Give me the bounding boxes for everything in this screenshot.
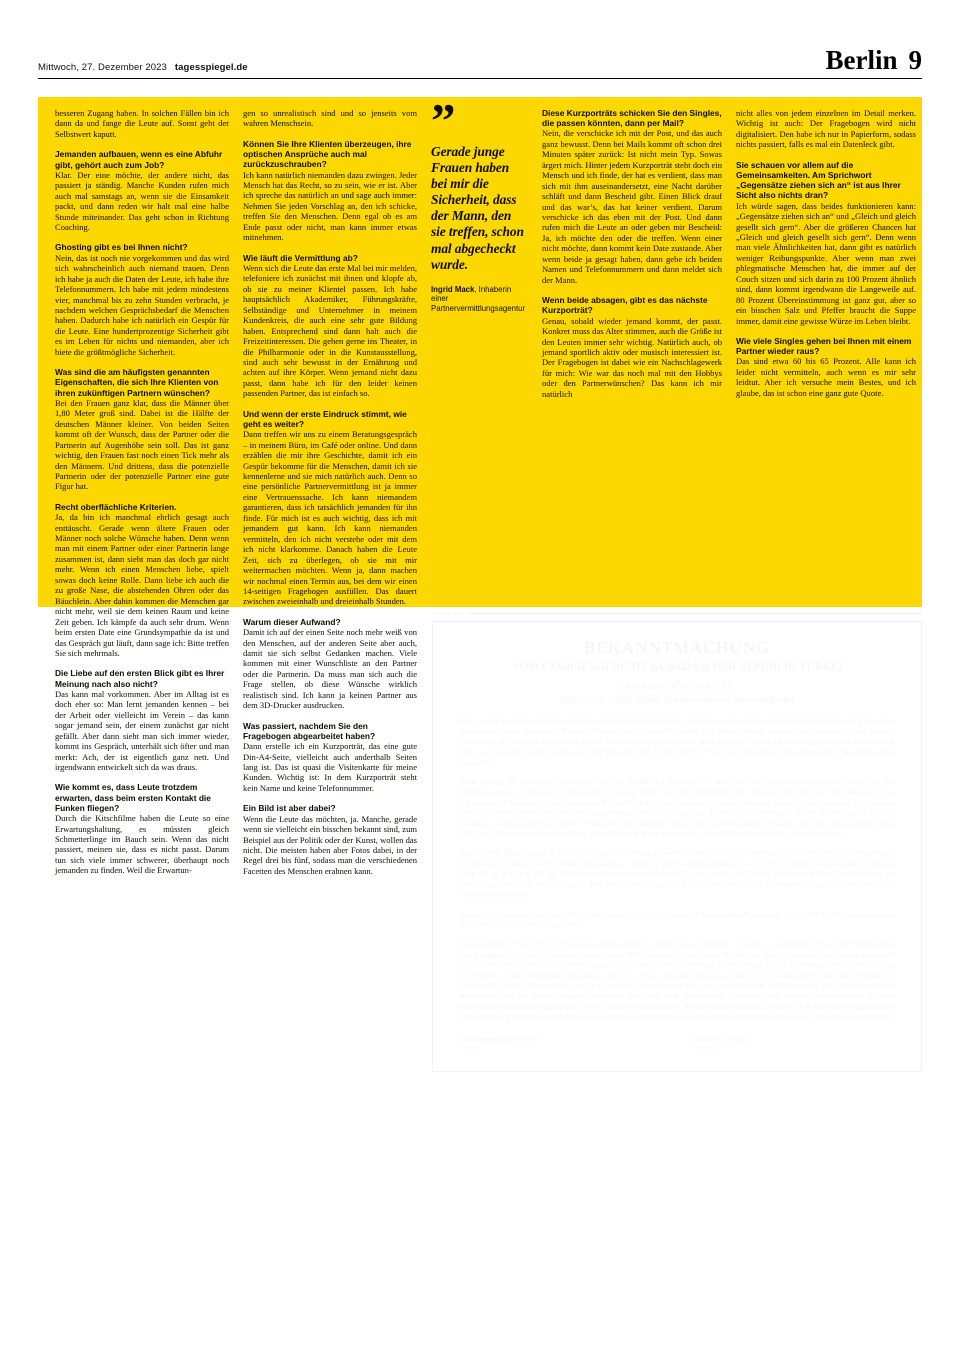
interview-answer: Dann treffen wir uns zu einem Beratungsgespräch – in meinem Büro, im Café oder online. Und dann erzählen die mir ihre Geschichte, damit ich ein Gespür bekomme für die Menschen, damit ich sie kennenlerne und sie mich natürlich auch. Denn so eine persönliche Partnervermittlung ist ja immer eine Vertrauenssache. Ich kann niemandem garantieren, dass ich tatsächlich jemanden für ihn finde. Für mich ist es auch wichtig, dass ich mit jemandem gut kann. Ich kann niemanden vermitteln, den ich nicht verstehe oder mit dem ich nicht klarkomme. Danach haben die Leute Zeit, sich zu überlegen, ob sie mit mir weitermachen möchten. Wenn ja, dann machen wir nochmal einen Termin aus, bei dem wir einen 14-seitigen Fragebogen ausfüllen. Das dauert zwischen zweieinhalb und dreieinhalb Stunden. bbox=[243, 429, 417, 607]
interview-question: Wie viele Singles gehen bei Ihnen mit einem Partner wieder raus? bbox=[736, 336, 912, 357]
signature-clerk-name: Justizangestellte 89939 bbox=[459, 1034, 537, 1044]
interview-question: Wie kommt es, dass Leute trotzdem erwarten, dass beim ersten Kontakt die Funken fliegen? bbox=[55, 782, 211, 813]
interview-question: Wie läuft die Vermittlung ab? bbox=[243, 252, 358, 263]
legal-notice bbox=[432, 610, 922, 1072]
legal-paragraph: Dass Sie dem Kläger gemäß § 122/2 der Zivilprozessordnung antworten können, in dem Sie innerhalb von zwei Wochen nach Bekanntgabe des Antrags des Klägers an Sie einen Antwortantrag einreichen, der die Angelegenheiten nach § 129 desselben Gesetzes enthält, und dass, wenn Sie an dem in § 147 der Zivilprozessordnung vorgeschriebenen Tag und zu der und Uhrzeit nicht ohne gültige Entschuldigung vor Gericht erscheinen sind, die Ankläung in Ihrer Abwesenheit fortgesetzt wird und Sie dem in Ihrer Abwesenheit eingeleiteten Verfahren nicht widersprechen können. bbox=[459, 848, 895, 900]
masthead-right bbox=[826, 47, 923, 74]
paragraph: gen so unrealistisch sind und so jenseits vom wahren Menschsein. bbox=[243, 108, 417, 129]
legal-notice-defendant: BEKLAGTE: ENİSE DEMİR (Nordmazedonische Staatsangehörige) bbox=[560, 695, 794, 704]
advertisement-label: Anzeige bbox=[432, 610, 464, 617]
pull-quote-text: Gerade junge Frauen haben bei mir die Sicherheit, dass der Mann, den sie treffen, schon mal abgecheckt wurde. bbox=[431, 144, 524, 272]
signature-judge-note: E-İmzalı bbox=[694, 1043, 717, 1051]
masthead bbox=[38, 47, 922, 79]
paragraph: besseren Zugang haben. In solchen Fällen bin ich dann da und fange die Leute auf. Sonst geht der Selbstwert kaputt. bbox=[55, 108, 229, 139]
legal-notice-title: BEKANNTMACHUNG bbox=[584, 638, 770, 657]
paragraph: nicht alles von jedem einzelnen im Detail merken. Wichtig ist auch: Der Fragebogen wird nicht digitalisiert. Den habe ich nur in Papierform, sodass nichts passiert, falls es mal ein Datenleck gibt. bbox=[736, 108, 916, 150]
signature-clerk-note: E-İmzalı bbox=[459, 1043, 482, 1051]
interview-question: Und wenn der erste Eindruck stimmt, wie geht es weiter? bbox=[243, 408, 407, 429]
interview-answer: Genau, sobald wieder jemand kommt, der passt. Konkret muss das Alter stimmen, auch die Größe ist den Leuten immer sehr wichtig. Natürlich auch, ob jemand sportlich aktiv oder musisch interessiert ist. Der Fragebogen ist dabei wie ein Nachschlagewerk für mich: Wie war das noch mal mit den Hobbys oder den Partnerwünschen? Das kann ich mir natürlich bbox=[542, 315, 722, 399]
legal-notice-signatures bbox=[459, 1035, 895, 1051]
page-number: 9 bbox=[908, 45, 922, 75]
legal-notice-subtitle: VOM FAMILIENGERICHT KUŞADASI DER REPUBLIK TÜRKEI bbox=[511, 661, 843, 673]
interview-question: Die Liebe auf den ersten Blick gibt es Ihrer Meinung nach also nicht? bbox=[55, 668, 225, 689]
legal-paragraph: In den Artikeln 139 und 150 der Zivilprozessordnung heißt es: „Wenn Sie an vereinbarten Tag und zur vereinbarten Uhrzeit nicht ohne gültige Entschuldigung vor Gericht erscheinen sind und wenn die Parteien nicht folgen, kann die Akte aus dem Verfahren entfernt werden, andernfalls wird das Verfahren in Ihrer Abwesenheit fortgesetzt; ist zudessen die notwendigen Vorbereitungen für die Eröffnung treffen, nimmt nur eine der Parteien an der mündlichen Verhandlung teil und will das Verfahren fortsetzen, kann die nicht anwesende Partei dem Verfahren in Abwesenheit nicht widersprechen“ und den Parteien eine bestimmte Frist von zwei Wochen ab Bekanntgabe der Vorprüfungsladung einzureichen, um die Beweis Anlagen vorzulegen, aber auch nicht eingereichten Unterlagen dem Gericht vorzulegen oder die dazu erforderlichen Erklärungen abzugeben, die von außen ohne aufzufordern, den Grundsatz anzugeben, wenn sie nicht innerhalb der angegebenen Frist erfüllt wird, wird durch diese Mitteilung gewarnt, dass sämtlichen wird, dass sie es aufgegeben haben, sich auf diese Beweise zu stützen. bbox=[459, 939, 895, 1022]
interview-answer: Das sind etwa 60 bis 65 Prozent. Alle kann ich leider nicht vermitteln, auch wenn es mir sehr leidtut. Aber ich versuche mein Bestes, und ich glaube, das ist schon eine ganz gute Quote. bbox=[736, 356, 916, 398]
interview-answer: Wenn sich die Leute das erste Mal bei mir melden, telefoniere ich zunächst mit ihnen und klopfe ab, ob sie zu meiner Klientel passen. Ich habe hauptsächlich Akademiker, Führungskräfte, Selbständige und Unternehmer in meinem Kundenkreis, die auch eine sehr gute Bildung haben. Entsprechend sind dann halt auch die Freizeitinteressen. Die gehen gerne ins Theater, in die Philharmonie oder in die Kunstausstellung, sind auch sehr bewusst in der Ernährung und achten auf ihre Körper. Wenn jemand nicht dazu passt, dann habe ich für den leider keinen passenden Partner, das ist einfach so. bbox=[243, 262, 417, 399]
legal-notice-box bbox=[432, 621, 922, 1072]
attribution-name: Ingrid Mack bbox=[431, 284, 475, 294]
pull-quote bbox=[424, 104, 535, 599]
section-title: Berlin bbox=[825, 45, 898, 75]
interview-question: Ghosting gibt es bei Ihnen nicht? bbox=[55, 242, 188, 253]
legal-paragraph: Da der Fall Gegenstand eines schriftlichen Verfahrens ist, soll die vorläufige Prüfungsverhandlung gemäß §§ 137-139 der Zivilprozessordnung am 27.04.2024 um 09.40 Uhr stattfinden. bbox=[459, 909, 895, 929]
interview-question: Ein Bild ist aber dabei? bbox=[243, 803, 336, 814]
signature-judge-name: Richter 2.19855 bbox=[694, 1034, 749, 1044]
interview-question: Sie schauen vor allem auf die Gemeinsamkeiten. Am Sprichwort „Gegensätze ziehen sich an“ ist aus Ihrer Sicht also nichts dran? bbox=[736, 159, 901, 201]
interview-question: Was passiert, nachdem Sie den Fragebogen abgearbeitet haben? bbox=[243, 720, 376, 741]
interview-question: Können Sie Ihre Klienten überzeugen, ihre optischen Ansprüche auch mal zurückzuschrauben? bbox=[243, 138, 412, 170]
legal-notice-body bbox=[459, 716, 895, 1023]
interview-answer: Bei den Frauen ganz klar, dass die Männer über 1,80 Meter groß sind. Dabei ist die Hälfte der deutschen Männer kleiner. Von beiden Seiten kommt oft der Wunsch, dass der Partner oder die Partnerin auf Augenhöhe sein soll. Das ist ganz wichtig, den Frauen fast noch einen Tick mehr als den Männern. Und drittens, dass die potenzielle Partnerin oder der potenzielle Partner eine gute Figur hat. bbox=[55, 397, 229, 492]
interview-answer: Dann erstelle ich ein Kurzporträt, das eine gute Din-A4-Seite, vielleicht auch anderthalb Seiten lang ist. Das ist quasi die Visitenkarte für meine Kunden. Wichtig ist: In dem Kurzporträt steht kein Name und keine Telefonnummer. bbox=[243, 741, 417, 793]
article-column-5 bbox=[729, 108, 923, 599]
attribution-role: , Inhaberin einer Partnervermittlungsagentur bbox=[431, 284, 526, 313]
interview-answer: Nein, die verschicke ich mit der Post, und das auch ganz bewusst. Denn bei Mails kommt oft schon drei Minuten später zurück: Ist nicht mein Typ. Sowas ärgert mich. Hinter jedem Kurzporträt steht doch ein Mensch und ich finde, der hat es verdient, dass man sich mit ihm auseinandersetzt, eine Nacht darüber schläft und dann Bescheid gibt. Einen Blick drauf und das war’s, das hat keiner verdient. Darum verschicke ich das eben mit der Post. Und dann rufen mich die Leute an oder geben mir Bescheid: Ja, ich möchte den oder die treffen. Wenn einer nicht möchte, dann kommt kein Date zustande. Aber wenn beide ja gesagt haben, dann gebe ich beiden Namen und Telefonnummern und dann meldet sich der Mann. bbox=[542, 128, 722, 285]
interview-answer: Nein, das ist noch nie vorgekommen und das wird sich wahrscheinlich auch niemand trauen. Denn ich habe ja auch die Daten der Leute, ich habe ihre Telefonnummern. Ich habe mit jedem mindestens vier, manchmal bis zu zehn Stunden verbracht, je nachdem welchen Gesprächsbedarf die Menschen haben. Dadurch habe ich natürlich ein Gespür für die Leute. Eine hundertprozentige Sicherheit gibt es im Leben für nichts und niemanden, aber ich biete die größtmögliche Sicherheit. bbox=[55, 252, 229, 357]
interview-question: Wenn beide absagen, gibt es das nächste Kurzporträt? bbox=[542, 295, 708, 316]
publication-date: Mittwoch, 27. Dezember 2023 bbox=[38, 62, 167, 73]
interview-answer: Klar. Der eine möchte, der andere nicht, das passiert ja ständig. Manche Kunden rufen mich auch mal samstags an, wenn sie die Einsamkeit packt, und dann reden wir halt mal eine halbe Stunde miteinander. Das geht schon in Richtung Coaching. bbox=[55, 169, 229, 233]
interview-answer: Ich würde sagen, dass beides funktionieren kann: „Gegensätze ziehen sich an“ und „Gleich und gleich gesellt sich gern“. Aber die größeren Chancen hat „Gleich und gleich gesellt sich gern“. Denn wenn man viele Ähnlichkeiten hat, dann gibt es natürlich weniger Reibungspunkte. Aber wenn man zwei phlegmatische Menschen hat, die immer auf der Couch sitzen und sich darin zu 100 Prozent ähnlich sind, dann kommt irgendwann die Langeweile auf. 80 Prozent Übereinstimmung ist ganz gut, aber so ein bisschen Salz und Pfeffer braucht die Suppe immer, damit eine gewisse Würze im Leben bleibt. bbox=[736, 200, 916, 326]
pull-quote-attribution bbox=[431, 285, 528, 314]
legal-paragraph: In der Klage, die der Kläger Turan Aydin mit einem Scheidungsantrag bei unserem Gericht eingereicht hat, konnten die an Ihre im Klageantrag angegebene Adresse gesendeten Benachrichtigungen nicht zugestellt werden. Ihre Adresse konnte aufgrund der Adresssuche nicht ermittelt werden, und in Anbetracht das Stadium und die Verfahrensökonomie der Akte, die Eingangsverfügung mit dem Klageantrag, um die Akte nicht weiter zu verlängern, wurde beschlossen, dem Beklagten den Termin und die Uhrzeit der mündlichen Verhandlung durch Bekanntmachung mitzuteilen. bbox=[459, 716, 895, 767]
interview-question: Jemanden aufbauen, wenn es eine Abfuhr gibt, gehört auch zum Job? bbox=[55, 149, 223, 170]
signature-clerk bbox=[459, 1035, 660, 1051]
interview-question: Warum dieser Aufwand? bbox=[243, 616, 341, 627]
interview-answer: Ich kann natürlich niemanden dazu zwingen. Jeder Mensch hat das Recht, so zu sein, wie er ist. Aber ich spreche das natürlich an und sage auch immer: Nehmen Sie jeden Vorschlag an, den ich schicke, treffen Sie den Menschen. Denn egal ob es am Ende passt oder nicht, man kann immer etwas mitnehmen. bbox=[243, 169, 417, 243]
advertisement-label-row bbox=[432, 610, 922, 617]
divider-line bbox=[469, 613, 922, 614]
interview-question: Diese Kurzporträts schicken Sie den Singles, die passen könnten, dann per Mail? bbox=[542, 108, 722, 129]
interview-answer: Wenn die Leute das möchten, ja. Manche, gerade wenn sie vielleicht ein bisschen bekannt sind, zum Beispiel aus der Politik oder der Kunst, wollen das nicht. Die meisten haben aber Fotos dabei, in der Regel drei bis fünf, sodass man die verschiedenen Facetten des Menschen erahnen kann. bbox=[243, 813, 417, 876]
website-url[interactable]: tagesspiegel.de bbox=[174, 62, 248, 73]
interview-question: Recht oberflächliche Kriterien. bbox=[55, 501, 177, 512]
article-column-1 bbox=[48, 108, 236, 876]
article-column-4 bbox=[535, 108, 729, 599]
interview-question: Was sind die am häufigsten genannten Eigenschaften, die sich Ihre Klienten von ihren zukünftigen Partnern wünschen? bbox=[55, 367, 219, 398]
interview-answer: Durch die Kitschfilme haben die Leute so eine Erwartungshaltung, es müssten gleich Schmetterlinge im Bauch sein. Wenn das nicht passiert, meinen sie, dass es nicht passt. Darum tun sich viele immer schwerer, überhaupt noch jemanden zu finden. Weil die Erwartun- bbox=[55, 813, 229, 876]
article-column-2 bbox=[236, 108, 424, 876]
masthead-left bbox=[38, 62, 248, 74]
interview-answer: Das kann mal vorkommen. Aber im Alltag ist es doch eher so: Man lernt jemanden kennen – bei der Arbeit oder vielleicht im Verein – das kann sogar jemand sein, der einem zunächst gar nicht gefällt. Aber dann sieht man sich immer wieder, kommt ins Gespräch, unterhält sich öfter und man merkt: Ach, der ist eigentlich ganz nett. Und irgendwann entwickelt sich da was draus. bbox=[55, 688, 229, 773]
interview-answer: Ja, da bin ich manchmal ehrlich gesagt auch enttäuscht. Gerade wenn ältere Frauen oder Männer noch solche Wünsche haben. Denn wenn man mit einem Partner oder einer Partnerin lange zusammen ist, dann sieht man das doch gar nicht mehr. Wenn ich einen Menschen liebe, spielt sowas doch keine Rolle. Dann liebe ich auch die zu große Nase, die abstehenden Ohren oder das Bäuchlein. Aber dahin kommen die Menschen gar nicht mehr, weil sie dem keinen Raum und keine Zeit geben. Ich kämpfe da auch sehr drum. Wenn beim ersten Date eine Grundsympathie da ist und das Gespräch gut läuft, dann sage ich: Bitte treffen Sie sich mehrmals. bbox=[55, 512, 229, 658]
interview-answer: Damit ich auf der einen Seite noch mehr weiß von den Menschen, auf der anderen Seite aber auch, damit sie sich selbst Gedanken machen. Viele kommen mit einer Wunschliste an den Partner oder die Partnerin. Da muss man sich auch die Frage stellen, ob diese Wünsche wirklich realistisch sind. Ich kann ja keinen Partner aus dem 3D-Drucker ausdrucken. bbox=[243, 627, 417, 711]
legal-notice-case-number: AKTENZEICHEN: 2020/523 E. bbox=[618, 682, 736, 691]
legal-paragraph: Ihrem Antrag die Unterlagen beizufügen, die Sie gemäß den Artikeln 121 und 129/2 der Zivilprozessordnung in Bezug auf den Scheidungsantrag als Beilage als Beweismittel vorgelegt haben, und die erforderlichen Informationen über die von einem anderen Ort zu erbringenden Dokumente zur Verfügung zu stellen, dafür wird der Vorschuss auf die vorane erhaltenen Kosten für den Nachweis der klagenden Partei verrechnet, anstelle derselben Frist gegebenenfalls über Zuschlägen auf die Kosten zu hinterlegen, die für die Vorlage der von der Beklagten vorzulegenden Beweismittel erforderlich sind, andernfalls können Sie die diesbezüglichen Mängel in der Vorprüfung gemäß Artikel 140/5 der Zivilprozessordnung beseitigen, andernfalls wird davon ausgegangen, dass Sie diese Beweismittel aufgegeben haben. bbox=[459, 777, 895, 839]
quotation-mark-icon: ” bbox=[431, 104, 454, 140]
signature-judge bbox=[694, 1035, 895, 1051]
